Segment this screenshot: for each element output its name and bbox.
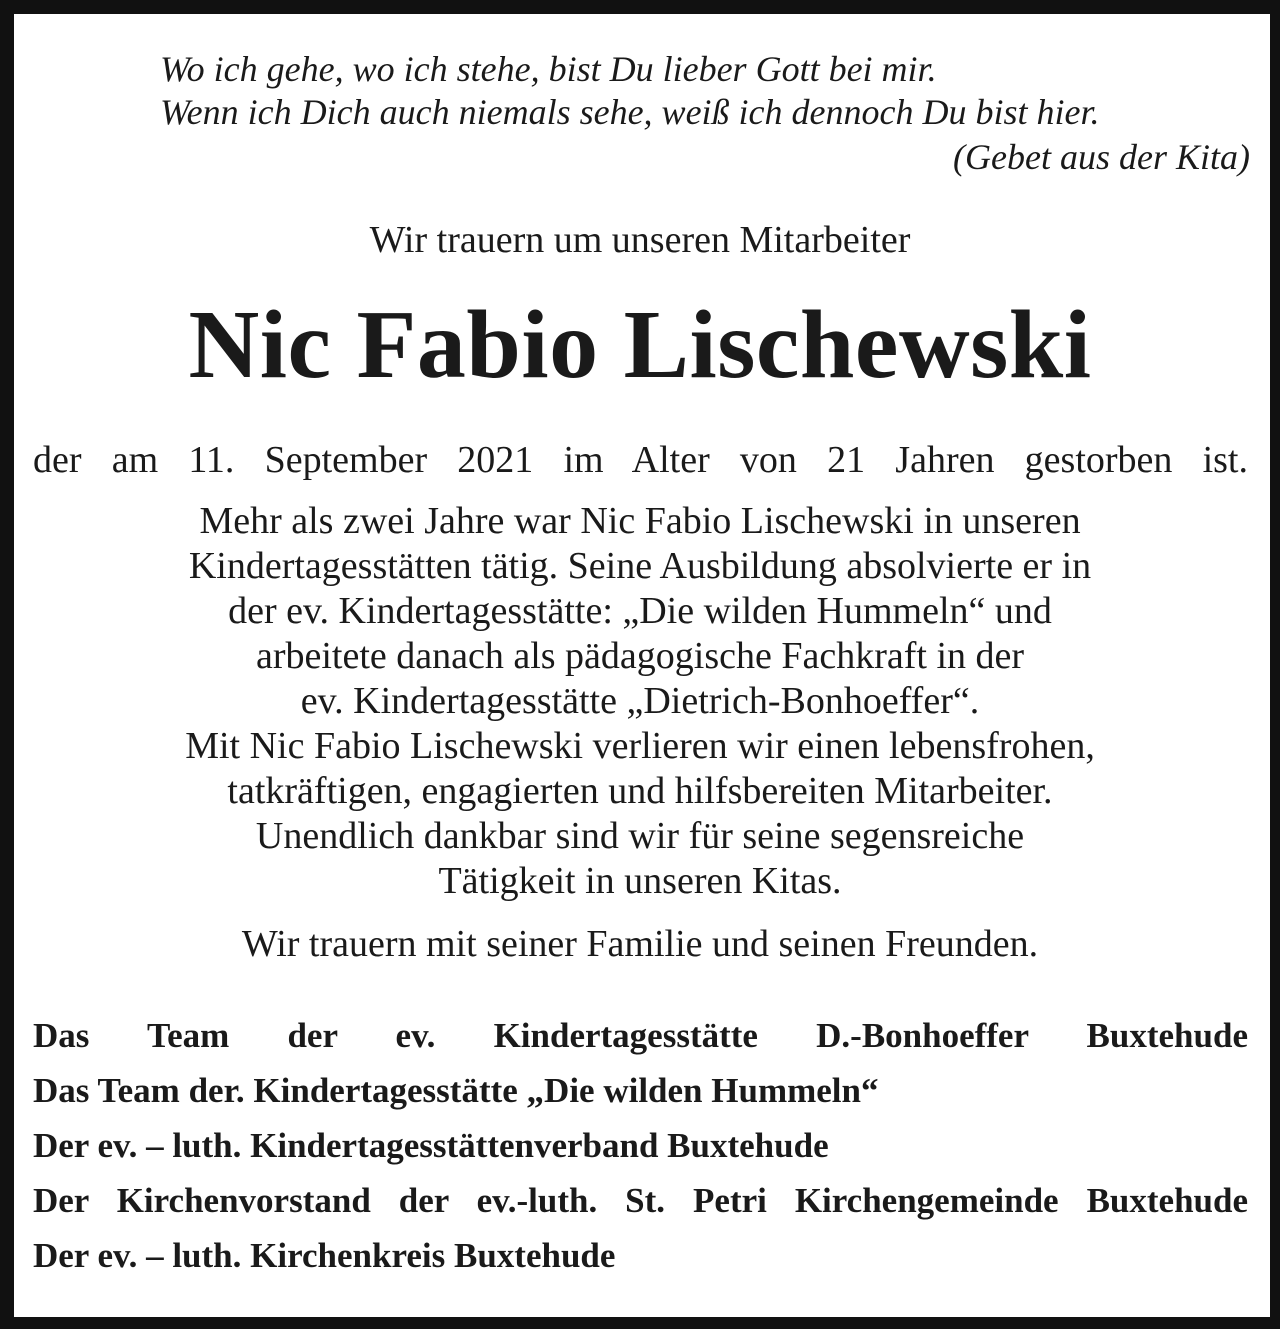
poem-block [160, 48, 1250, 179]
signatures-list [33, 1008, 1248, 1283]
poem-line-1: Wo ich gehe, wo ich stehe, bist Du lieber Gott bei mir. [160, 49, 937, 89]
deceased-name: Nic Fabio Lischewski [188, 291, 1092, 399]
signature-line: Der Kirchenvorstand der ev.-luth. St. Petri Kirchengemeinde Buxtehude [33, 1181, 1248, 1220]
tribute-line: Mit Nic Fabio Lischewski verlieren wir einen lebensfrohen, [185, 725, 1095, 767]
tribute-line: Mehr als zwei Jahre war Nic Fabio Lischewski in unseren [199, 500, 1081, 542]
signature-line: Der ev. – luth. Kindertagesstättenverband Buxtehude [33, 1126, 829, 1165]
tribute-line: arbeitete danach als pädagogische Fachkraft in der [255, 635, 1025, 677]
tribute-line: tatkräftigen, engagierten und hilfsbereiten Mitarbeiter. [227, 770, 1053, 812]
signature-line: Das Team der. Kindertagesstätte „Die wilden Hummeln“ [33, 1071, 879, 1110]
tribute-line: der ev. Kindertagesstätte: „Die wilden Hummeln“ und [228, 590, 1052, 632]
closing-line: Wir trauern mit seiner Familie und seinen Freunden. [241, 923, 1039, 965]
tribute-line: Unendlich dankbar sind wir für seine segensreiche [255, 815, 1025, 857]
tribute-line: ev. Kindertagesstätte „Dietrich-Bonhoeffer“. [300, 680, 980, 722]
signature-line: Das Team der ev. Kindertagesstätte D.-Bonhoeffer Buxtehude [33, 1016, 1248, 1055]
mourning-intro: Wir trauern um unseren Mitarbeiter [369, 219, 911, 261]
poem-line-2: Wenn ich Dich auch niemals sehe, weiß ich dennoch Du bist hier. [160, 92, 1100, 132]
tribute-text [0, 499, 1280, 904]
death-date-line: der am 11. September 2021 im Alter von 21 Jahren gestorben ist. [33, 439, 1248, 481]
signature-line: Der ev. – luth. Kirchenkreis Buxtehude [33, 1236, 616, 1275]
poem-source: (Gebet aus der Kita) [953, 137, 1250, 177]
tribute-line: Kindertagesstätten tätig. Seine Ausbildung absolvierte er in [188, 545, 1092, 587]
tribute-line: Tätigkeit in unseren Kitas. [438, 860, 842, 902]
